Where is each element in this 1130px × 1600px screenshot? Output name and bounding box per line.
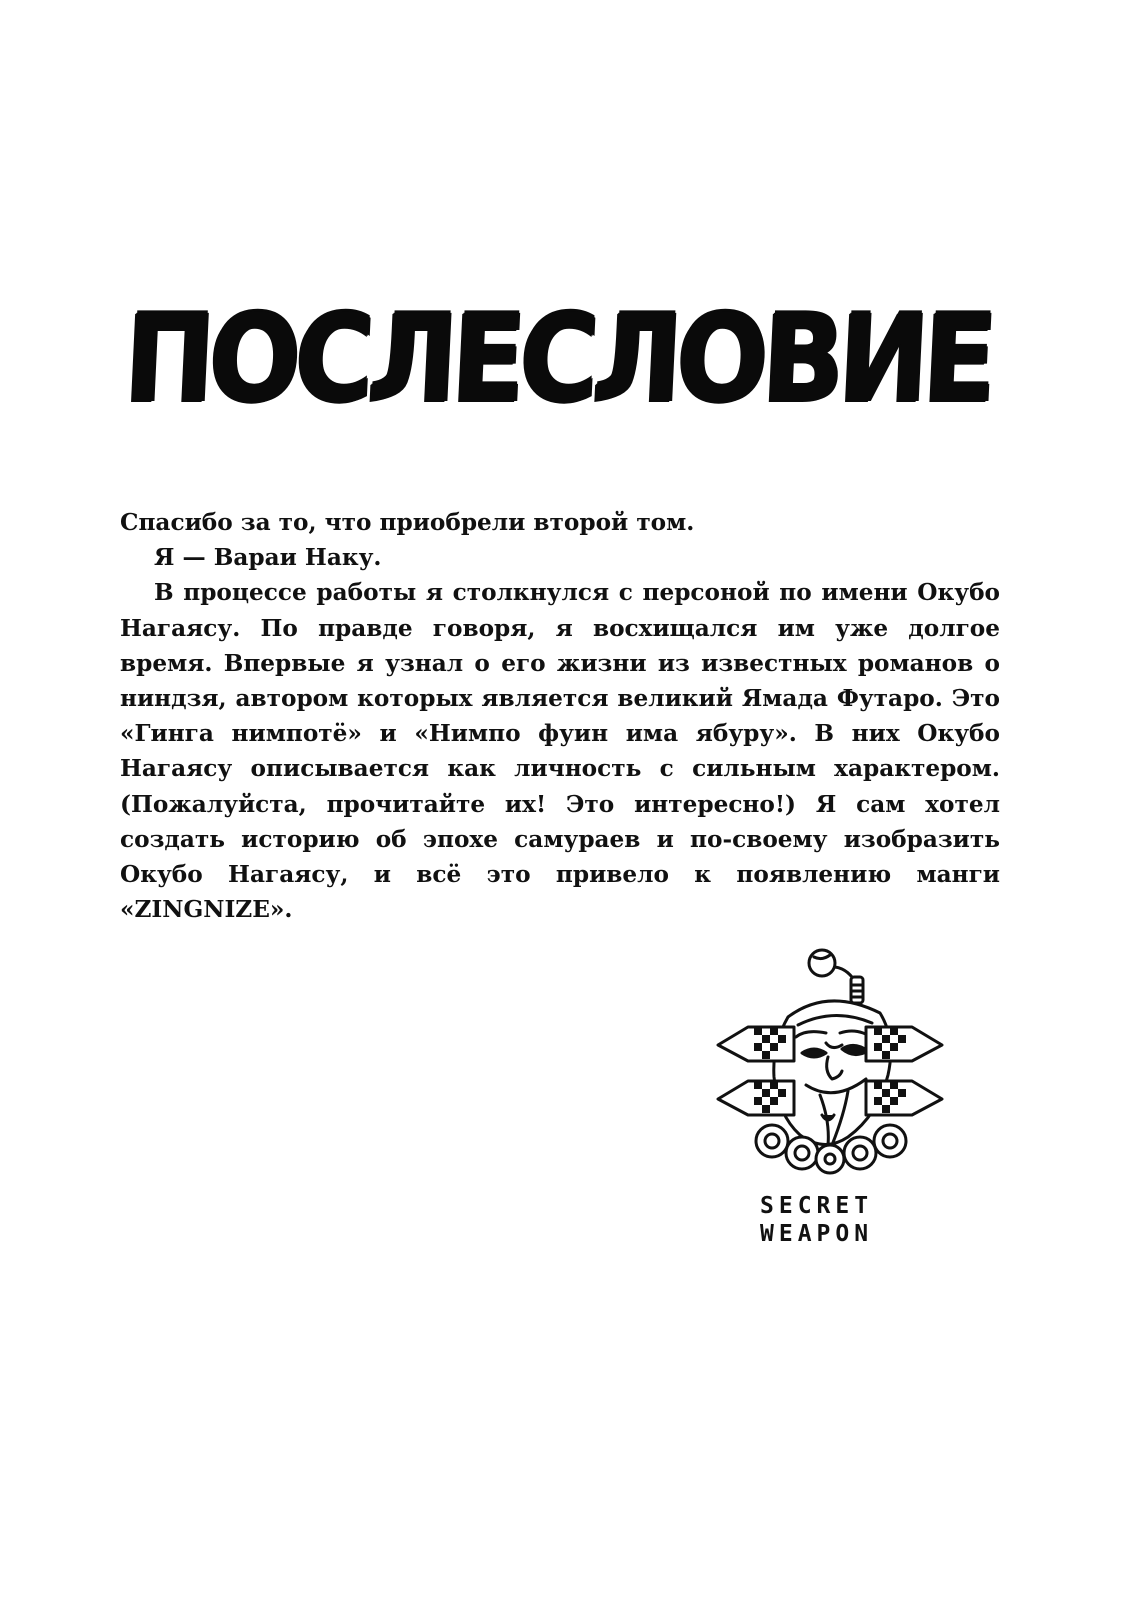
page-title: ПОСЛЕСЛОВИЕ: [120, 289, 994, 430]
afterword-text: [120, 505, 1000, 927]
caption-line-1: SECRET: [760, 1193, 874, 1219]
secret-weapon-illustration: [710, 945, 950, 1175]
paragraph-author: Я — Вараи Наку.: [154, 544, 382, 572]
paragraph-main: В процессе работы я столкнулся с персоной по имени Окубо Нагаясу. По правде говоря, я восхищался им уже долгое время. Впервые я узнал о его жизни из известных романов о ниндзя, автором которых является великий Ямада Футаро. Это «Гинга нимпотё» и «Нимпо фуин има ябуру». В них Окубо Нагаясу описывается как личность с сильным характером. (Пожалуйста, прочитайте их! Это интересно!) Я сам хотел создать историю об эпохе самураев и по-своему изобразить Окубо Нагаясу, и всё это привело к появлению манги «ZINGNIZE».: [120, 579, 1000, 924]
caption-line-2: WEAPON: [760, 1221, 874, 1247]
secret-weapon-caption: [760, 1192, 920, 1248]
paragraph-thanks: Спасибо за то, что приобрели второй том.: [120, 509, 695, 536]
